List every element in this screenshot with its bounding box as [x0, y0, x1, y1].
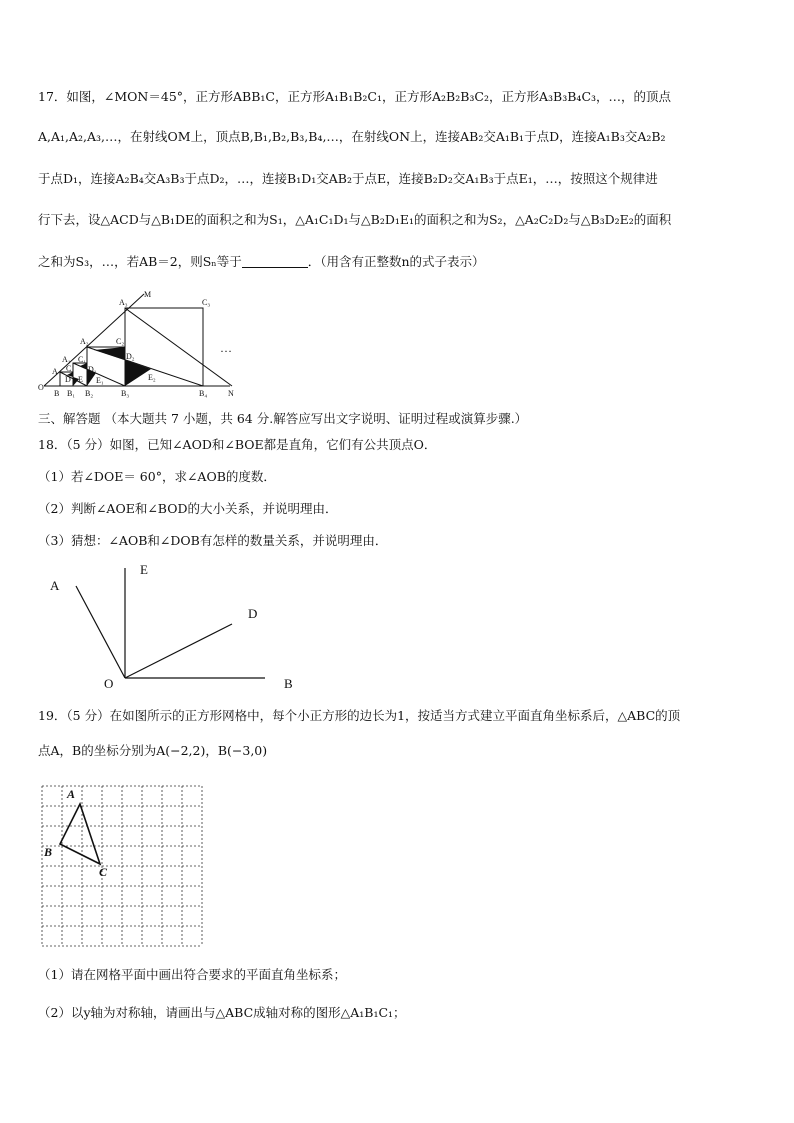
label-a: A — [67, 787, 76, 801]
label-b: B — [54, 389, 60, 398]
q18-part-3: （3）猜想：∠AOB和∠DOB有怎样的数量关系，并说明理由． — [38, 533, 388, 548]
label-c: C — [99, 865, 108, 879]
triangle-a2c2d2 — [94, 347, 125, 360]
q17-line-5 — [38, 253, 758, 271]
ray-oa — [76, 586, 125, 678]
q17-line-1: 17．如图，∠MON＝45°，正方形ABB₁C，正方形A₁B₁B₂C₁，正方形A₂B₂B₃C₂，正方形A₃B₃B₄C₃，…，的顶点 — [38, 89, 672, 104]
label-a2: A₂ — [80, 337, 89, 346]
triangle-abc — [60, 804, 100, 864]
q17-line-4: 行下去，设△ACD与△B₁DE的面积之和为S₁，△A₁C₁D₁与△B₂D₁E₁的面积之和为S₂，△A₂C₂D₂与△B₃D₂E₂的面积 — [38, 212, 672, 227]
label-b4: B₄ — [199, 389, 208, 398]
label-e2: E₂ — [148, 373, 156, 382]
label-a1: A₁ — [62, 355, 71, 364]
q19-grid-figure — [40, 784, 204, 948]
q18-part-1: （1）若∠DOE＝ 60°，求∠AOB的度数． — [38, 469, 276, 484]
label-d: D — [248, 606, 258, 621]
q18-stem: 18．（5 分）如图，已知∠AOD和∠BOE都是直角，它们有公共顶点O． — [38, 437, 437, 452]
label-d: D — [65, 375, 71, 384]
label-c2: C₂ — [116, 337, 125, 346]
q19-stem-line-2: 点A，B的坐标分别为A(−2,2)，B(−3,0) — [38, 743, 268, 758]
label-e: E — [78, 375, 83, 384]
q18-figure — [40, 556, 310, 696]
q18-part-2: （2）判断∠AOE和∠BOD的大小关系，并说明理由． — [38, 501, 338, 516]
label-a: A — [50, 578, 60, 593]
square-grid — [42, 786, 202, 946]
label-c3: C₃ — [202, 298, 211, 307]
q17-line-5-tail: ．（用含有正整数n的式子表示） — [307, 254, 485, 269]
q17-line-2: A,A₁,A₂,A₃,…，在射线OM上，顶点B,B₁,B₂,B₃,B₄,…，在射线ON上，连接AB₂交A₁B₁于点D，连接A₁B₃交A₂B₂ — [38, 129, 666, 144]
label-e1: E₁ — [96, 376, 104, 385]
label-ellipsis: … — [220, 341, 232, 355]
label-e: E — [140, 562, 148, 577]
answer-blank[interactable] — [242, 255, 308, 268]
label-m: M — [144, 290, 152, 299]
label-o: O — [38, 383, 44, 392]
q17-line-3: 于点D₁，连接A₂B₄交A₃B₃于点D₂，…，连接B₁D₁交AB₂于点E，连接B₂D₂交A₁B₃于点E₁，…，按照这个规律进 — [38, 171, 658, 186]
q19-part-1: （1）请在网格平面中画出符合要求的平面直角坐标系； — [38, 967, 346, 982]
q17-line-5-text: 之和为S₃，…，若AB＝2，则Sₙ等于 — [38, 254, 242, 269]
label-a: A — [52, 367, 58, 376]
label-d2: D₂ — [126, 352, 135, 361]
label-c1: C₁ — [78, 355, 87, 364]
section3-heading: 三、解答题 （本大题共 7 小题，共 64 分.解答应写出文字说明、证明过程或演算步骤.） — [38, 411, 528, 426]
label-n: N — [228, 389, 234, 398]
ray-od — [125, 624, 232, 678]
label-b3: B₃ — [121, 389, 130, 398]
q19-stem-line-1: 19．（5 分）在如图所示的正方形网格中，每个小正方形的边长为1，按适当方式建立平面直角坐标系后，△ABC的顶 — [38, 708, 681, 723]
label-b2: B₂ — [85, 389, 94, 398]
label-c: C — [66, 364, 72, 373]
label-b1: B₁ — [67, 389, 76, 398]
label-o: O — [104, 676, 114, 691]
label-d1: D₁ — [88, 365, 97, 374]
label-a3: A₃ — [119, 298, 128, 307]
q17-figure — [36, 290, 246, 402]
label-b: B — [284, 676, 293, 691]
label-b: B — [44, 845, 53, 859]
q19-part-2: （2）以y轴为对称轴，请画出与△ABC成轴对称的图形△A₁B₁C₁； — [38, 1005, 406, 1020]
